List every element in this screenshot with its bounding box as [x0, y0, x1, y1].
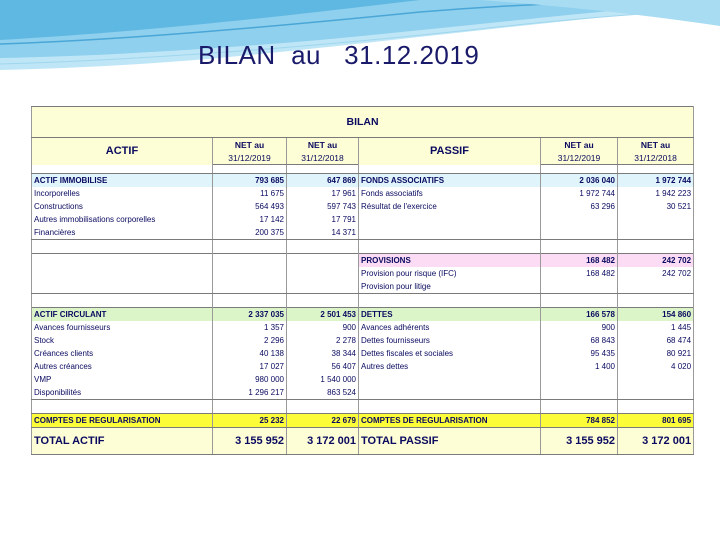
row-label: Avances fournisseurs	[32, 321, 213, 334]
total-actif-label: TOTAL ACTIF	[32, 428, 213, 455]
row-value	[618, 226, 694, 240]
row-value: 200 375	[213, 226, 287, 240]
row-value	[213, 280, 287, 294]
table-row	[32, 213, 694, 226]
table-row	[32, 334, 694, 347]
row-value: 22 679	[287, 414, 359, 428]
row-label: Provision pour risque (IFC)	[359, 267, 541, 280]
row-label: Incorporelles	[32, 187, 213, 200]
row-value	[541, 373, 618, 386]
header-net-2018-passif: NET au	[618, 138, 694, 152]
table-row	[32, 428, 694, 455]
row-value: 1 357	[213, 321, 287, 334]
row-value: 17 142	[213, 213, 287, 226]
row-value	[618, 213, 694, 226]
row-label: Financières	[32, 226, 213, 240]
row-value: 2 337 035	[213, 308, 287, 322]
row-value: 1 400	[541, 360, 618, 373]
row-label: Avances adhérents	[359, 321, 541, 334]
row-value: 980 000	[213, 373, 287, 386]
row-value	[618, 386, 694, 400]
row-label	[32, 254, 213, 268]
row-value	[213, 267, 287, 280]
row-value: 900	[287, 321, 359, 334]
row-value: 597 743	[287, 200, 359, 213]
slide-title: BILAN au 31.12.2019	[198, 40, 480, 70]
balance-sheet	[31, 106, 693, 455]
row-value: 242 702	[618, 254, 694, 268]
row-value	[541, 386, 618, 400]
row-value: 1 942 223	[618, 187, 694, 200]
row-value: 17 791	[287, 213, 359, 226]
row-label: ACTIF CIRCULANT	[32, 308, 213, 322]
header-date-2018-actif: 31/12/2018	[287, 151, 359, 165]
spacer-row	[32, 240, 694, 254]
row-value: 30 521	[618, 200, 694, 213]
row-label: COMPTES DE REGULARISATION	[359, 414, 541, 428]
table-row	[32, 200, 694, 213]
header-passif: PASSIF	[359, 138, 541, 165]
table-row	[32, 187, 694, 200]
row-value: 95 435	[541, 347, 618, 360]
row-value: 900	[541, 321, 618, 334]
row-value	[287, 280, 359, 294]
total-actif-2019: 3 155 952	[213, 428, 287, 455]
row-value: 17 027	[213, 360, 287, 373]
table-row	[32, 347, 694, 360]
total-actif-2018: 3 172 001	[287, 428, 359, 455]
row-value: 1 540 000	[287, 373, 359, 386]
header-net-2018-actif: NET au	[287, 138, 359, 152]
row-value: 14 371	[287, 226, 359, 240]
table-row	[32, 174, 694, 188]
row-value: 4 020	[618, 360, 694, 373]
row-label: Autres créances	[32, 360, 213, 373]
row-label: Résultat de l'exercice	[359, 200, 541, 213]
row-value	[541, 226, 618, 240]
row-value	[287, 267, 359, 280]
row-value: 25 232	[213, 414, 287, 428]
spacer-row	[32, 400, 694, 414]
header-date-2018-passif: 31/12/2018	[618, 151, 694, 165]
balance-sheet-table	[31, 106, 694, 455]
row-value: 863 524	[287, 386, 359, 400]
header-row	[32, 138, 694, 152]
table-row	[32, 414, 694, 428]
row-label: PROVISIONS	[359, 254, 541, 268]
row-value: 2 501 453	[287, 308, 359, 322]
row-value: 168 482	[541, 267, 618, 280]
row-label	[32, 267, 213, 280]
row-value: 784 852	[541, 414, 618, 428]
row-label	[359, 386, 541, 400]
table-row	[32, 280, 694, 294]
row-value: 2 278	[287, 334, 359, 347]
row-value	[287, 254, 359, 268]
row-value: 56 407	[287, 360, 359, 373]
row-label: Provision pour litige	[359, 280, 541, 294]
row-label: Fonds associatifs	[359, 187, 541, 200]
row-value: 63 296	[541, 200, 618, 213]
header-date-2019-passif: 31/12/2019	[541, 151, 618, 165]
row-value: 647 869	[287, 174, 359, 188]
table-row	[32, 321, 694, 334]
row-label: VMP	[32, 373, 213, 386]
row-value: 168 482	[541, 254, 618, 268]
row-label: DETTES	[359, 308, 541, 322]
row-value: 2 036 040	[541, 174, 618, 188]
row-value: 154 860	[618, 308, 694, 322]
header-actif: ACTIF	[32, 138, 213, 165]
row-value: 564 493	[213, 200, 287, 213]
table-row	[32, 267, 694, 280]
row-value: 166 578	[541, 308, 618, 322]
row-label: Dettes fiscales et sociales	[359, 347, 541, 360]
row-label: ACTIF IMMOBILISE	[32, 174, 213, 188]
row-value	[618, 280, 694, 294]
row-value: 793 685	[213, 174, 287, 188]
row-label: Constructions	[32, 200, 213, 213]
header-net-2019-actif: NET au	[213, 138, 287, 152]
row-label: Dettes fournisseurs	[359, 334, 541, 347]
row-value: 11 675	[213, 187, 287, 200]
row-value: 242 702	[618, 267, 694, 280]
total-passif-2019: 3 155 952	[541, 428, 618, 455]
row-value: 68 474	[618, 334, 694, 347]
row-label	[359, 373, 541, 386]
table-row	[32, 308, 694, 322]
row-label: Stock	[32, 334, 213, 347]
row-value	[213, 254, 287, 268]
spacer-row	[32, 165, 694, 174]
table-row	[32, 386, 694, 400]
caption-row	[32, 107, 694, 138]
row-label	[359, 226, 541, 240]
row-value	[541, 280, 618, 294]
row-label: COMPTES DE REGULARISATION	[32, 414, 213, 428]
row-label: Autres immobilisations corporelles	[32, 213, 213, 226]
total-passif-label: TOTAL PASSIF	[359, 428, 541, 455]
row-value: 68 843	[541, 334, 618, 347]
spacer-row	[32, 294, 694, 308]
row-label: FONDS ASSOCIATIFS	[359, 174, 541, 188]
row-value: 1 972 744	[541, 187, 618, 200]
row-value: 80 921	[618, 347, 694, 360]
table-row	[32, 373, 694, 386]
table-caption: BILAN	[32, 107, 694, 138]
row-value: 40 138	[213, 347, 287, 360]
row-value: 801 695	[618, 414, 694, 428]
row-value	[541, 213, 618, 226]
row-value: 1 445	[618, 321, 694, 334]
header-date-2019-actif: 31/12/2019	[213, 151, 287, 165]
row-label: Créances clients	[32, 347, 213, 360]
row-label: Disponibilités	[32, 386, 213, 400]
row-value: 38 344	[287, 347, 359, 360]
table-row	[32, 360, 694, 373]
row-value: 1 972 744	[618, 174, 694, 188]
table-row	[32, 254, 694, 268]
row-label	[359, 213, 541, 226]
row-label: Autres dettes	[359, 360, 541, 373]
row-value: 17 961	[287, 187, 359, 200]
header-net-2019-passif: NET au	[541, 138, 618, 152]
row-value: 1 296 217	[213, 386, 287, 400]
table-row	[32, 226, 694, 240]
total-passif-2018: 3 172 001	[618, 428, 694, 455]
row-value	[618, 373, 694, 386]
row-value: 2 296	[213, 334, 287, 347]
row-label	[32, 280, 213, 294]
